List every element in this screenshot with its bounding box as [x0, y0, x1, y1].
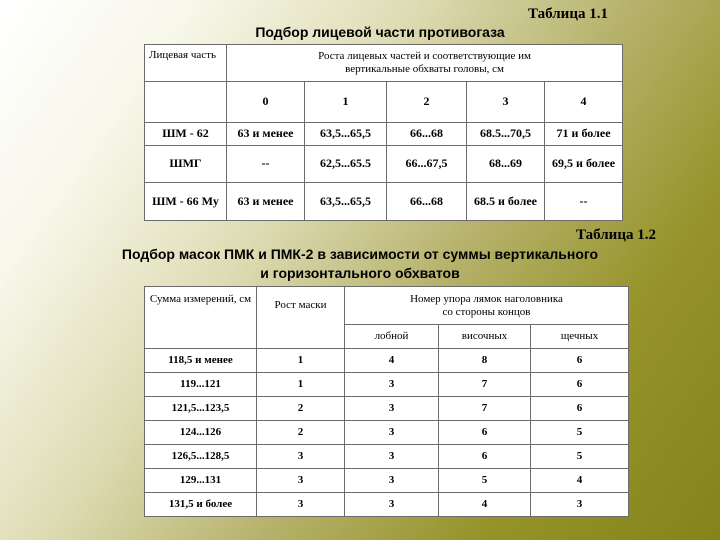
- table-cell: 71 и более: [545, 123, 623, 146]
- table1-empty-cell: [145, 82, 227, 123]
- table-cell: 6: [439, 421, 531, 445]
- table-row: [145, 349, 629, 373]
- table-cell: 68...69: [467, 146, 545, 183]
- table-row: [145, 373, 629, 397]
- table1-header-facepart: Лицевая часть: [145, 45, 227, 82]
- table-cell: ШМГ: [145, 146, 227, 183]
- table-cell: 124...126: [145, 421, 257, 445]
- table-row: [145, 183, 623, 221]
- table-cell: 3: [531, 493, 629, 517]
- table2-header-mask-size: Рост маски: [257, 287, 345, 349]
- table-cell: 5: [439, 469, 531, 493]
- table-row: [145, 493, 629, 517]
- table-cell: 3: [257, 445, 345, 469]
- table-cell: 119...121: [145, 373, 257, 397]
- table-cell: 66...67,5: [387, 146, 467, 183]
- table-cell: 3: [345, 445, 439, 469]
- table-cell: 1: [257, 373, 345, 397]
- table2-title-line1: Подбор масок ПМК и ПМК-2 в зависимости от суммы вертикального: [121, 246, 599, 262]
- table1-size: 4: [545, 82, 623, 123]
- table1-size: 1: [305, 82, 387, 123]
- table1-number-label: Таблица 1.1: [528, 6, 608, 22]
- table-cell: 3: [345, 421, 439, 445]
- table-cell: 4: [531, 469, 629, 493]
- table-cell: 4: [439, 493, 531, 517]
- table-cell: 2: [257, 397, 345, 421]
- table2-sub-header: лобной: [345, 325, 439, 349]
- table-cell: 69,5 и более: [545, 146, 623, 183]
- table-row: [145, 445, 629, 469]
- table-cell: 66...68: [387, 183, 467, 221]
- table2: [144, 286, 629, 517]
- table-cell: 3: [345, 469, 439, 493]
- table-row: [145, 123, 623, 146]
- table-cell: 126,5...128,5: [145, 445, 257, 469]
- table1-title: Подбор лицевой части противогаза: [255, 24, 505, 40]
- table2-group-line2: со стороны концов: [442, 305, 531, 318]
- table-cell: --: [227, 146, 305, 183]
- table-cell: 4: [345, 349, 439, 373]
- table-cell: 6: [531, 349, 629, 373]
- table-cell: 6: [439, 445, 531, 469]
- table-cell: 63 и менее: [227, 183, 305, 221]
- table2-title-line2: и горизонтального обхватов: [260, 265, 460, 281]
- table1-group-line2: вертикальные обхваты головы, см: [345, 63, 504, 75]
- table-cell: 63 и менее: [227, 123, 305, 146]
- table-cell: 3: [345, 493, 439, 517]
- table2-number-label: Таблица 1.2: [576, 227, 656, 243]
- table2-header-group: [345, 287, 629, 325]
- table-cell: 68.5...70,5: [467, 123, 545, 146]
- table1: [144, 44, 623, 221]
- table-cell: 118,5 и менее: [145, 349, 257, 373]
- table2-header-sum: Сумма измерений, см: [145, 287, 257, 349]
- table2-sub-header: щечных: [531, 325, 629, 349]
- table2-group-line1: Номер упора лямок наголовника: [410, 292, 563, 305]
- table-cell: 6: [531, 373, 629, 397]
- table-row: [145, 469, 629, 493]
- table-cell: 6: [531, 397, 629, 421]
- table1-size: 3: [467, 82, 545, 123]
- table-cell: 1: [257, 349, 345, 373]
- table-cell: 121,5...123,5: [145, 397, 257, 421]
- table-row: [145, 146, 623, 183]
- table-cell: 68.5 и более: [467, 183, 545, 221]
- table-cell: 3: [257, 493, 345, 517]
- table-cell: ШМ - 62: [145, 123, 227, 146]
- table-cell: ШМ - 66 Му: [145, 183, 227, 221]
- table-cell: 129...131: [145, 469, 257, 493]
- table-row: [145, 397, 629, 421]
- table-cell: --: [545, 183, 623, 221]
- table-cell: 5: [531, 421, 629, 445]
- table-cell: 131,5 и более: [145, 493, 257, 517]
- table-cell: 2: [257, 421, 345, 445]
- table2-sub-header: височных: [439, 325, 531, 349]
- table-cell: 3: [257, 469, 345, 493]
- table1-group-line1: Роста лицевых частей и соответствующие им: [318, 50, 531, 63]
- table-cell: 7: [439, 373, 531, 397]
- table-cell: 62,5...65.5: [305, 146, 387, 183]
- table1-size: 2: [387, 82, 467, 123]
- table-cell: 63,5...65,5: [305, 123, 387, 146]
- table2-title: [60, 245, 660, 283]
- table1-header-group: [227, 45, 623, 82]
- table-cell: 3: [345, 373, 439, 397]
- table1-size: 0: [227, 82, 305, 123]
- table-row: [145, 421, 629, 445]
- table-cell: 63,5...65,5: [305, 183, 387, 221]
- table-cell: 8: [439, 349, 531, 373]
- table1-size-header-row: [145, 82, 623, 123]
- table-cell: 66...68: [387, 123, 467, 146]
- table-cell: 5: [531, 445, 629, 469]
- table-cell: 3: [345, 397, 439, 421]
- table-cell: 7: [439, 397, 531, 421]
